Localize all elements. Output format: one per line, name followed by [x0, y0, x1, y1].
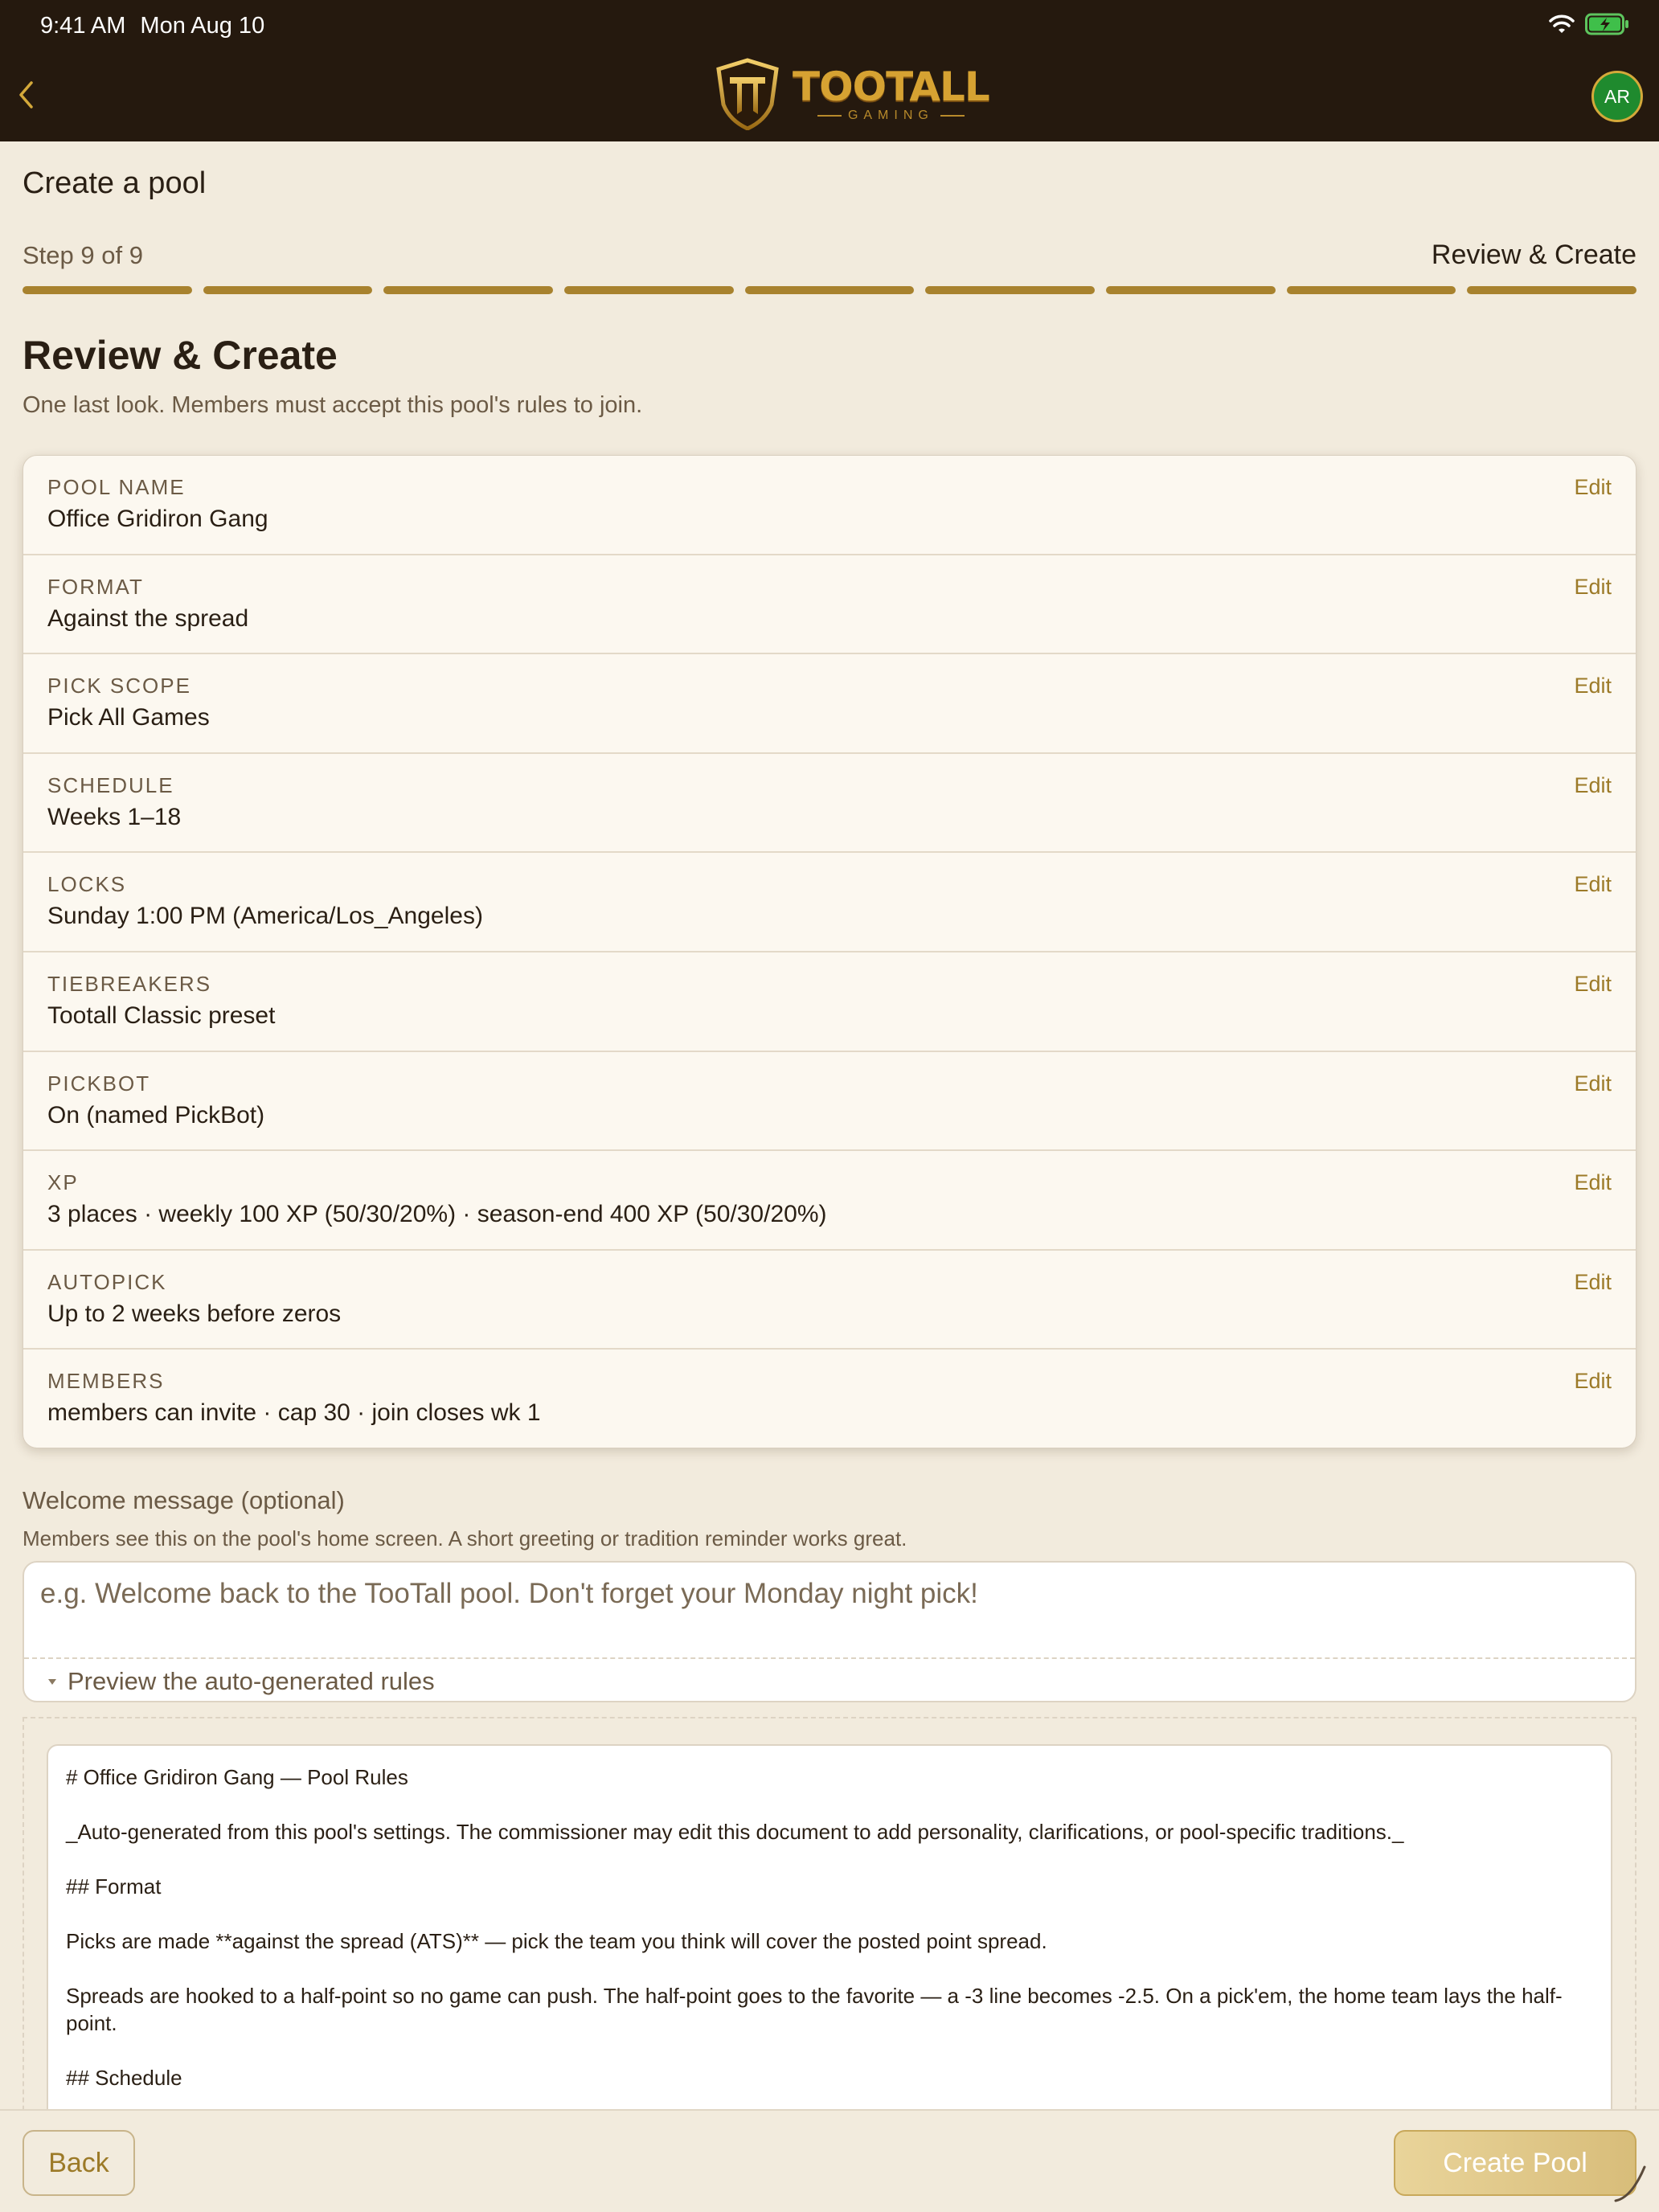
row-value: Weeks 1–18: [47, 803, 182, 830]
logo-word: TOOTALL: [793, 63, 989, 110]
app-header: [0, 0, 1659, 141]
rules-line: _Auto-generated from this pool's settings. The commissioner may edit this document to add personality, clarifications, or pool-specific traditions._: [66, 1820, 1404, 1844]
section-title: Review & Create: [23, 333, 338, 378]
rules-line: Spreads are hooked to a half-point so no game can push. The half-point goes to the favorite — a -3 line becomes -2.5. On a pick'em, the home team lays the half-point.: [66, 1984, 1563, 2035]
rules-line: Picks are made **against the spread (ATS)** — pick the team you think will cover the posted point spread.: [66, 1929, 1047, 1953]
create-pool-button[interactable]: Create Pool: [1394, 2130, 1636, 2196]
progress-segment: [564, 286, 734, 294]
welcome-message-label: Welcome message (optional): [23, 1486, 345, 1514]
back-chevron-button[interactable]: [11, 74, 40, 116]
logo-divider: [940, 115, 965, 117]
logo-subtext: GAMING: [847, 109, 934, 122]
logo-subline: [817, 109, 965, 123]
section-subtitle: One last look. Members must accept this pool's rules to join.: [23, 392, 643, 418]
row-label: TIEBREAKERS: [47, 971, 212, 996]
review-row-xp: [23, 1151, 1636, 1251]
edit-pool-name-link[interactable]: Edit: [1574, 475, 1612, 499]
row-value: 3 places · weekly 100 XP (50/30/20%) · season-end 400 XP (50/30/20%): [47, 1201, 827, 1228]
disclosure-triangle-icon: [48, 1679, 56, 1685]
edit-pick-scope-link[interactable]: Edit: [1574, 674, 1612, 698]
logo-divider: [817, 115, 842, 117]
progress-segment: [745, 286, 915, 294]
edit-tiebreakers-link[interactable]: Edit: [1574, 971, 1612, 996]
rules-line: # Office Gridiron Gang — Pool Rules: [66, 1765, 408, 1789]
chevron-left-icon: [17, 80, 35, 110]
step-progress-bar: [23, 286, 1636, 294]
edit-xp-link[interactable]: Edit: [1574, 1170, 1612, 1195]
shield-logo-icon: [715, 58, 780, 130]
review-row-pickbot: [23, 1052, 1636, 1152]
progress-segment: [925, 286, 1095, 294]
bottom-action-bar: [0, 2109, 1659, 2212]
progress-segment: [203, 286, 373, 294]
step-name: Review & Create: [1431, 240, 1636, 270]
edit-pickbot-link[interactable]: Edit: [1574, 1071, 1612, 1096]
back-button[interactable]: Back: [23, 2130, 135, 2196]
row-value: Sunday 1:00 PM (America/Los_Angeles): [47, 903, 483, 930]
edit-members-link[interactable]: Edit: [1574, 1369, 1612, 1394]
row-label: LOCKS: [47, 872, 127, 897]
review-row-pick-scope: [23, 654, 1636, 754]
review-row-autopick: [23, 1251, 1636, 1350]
status-date: Mon Aug 10: [140, 13, 265, 39]
status-time: [40, 11, 264, 40]
avatar[interactable]: AR: [1591, 71, 1643, 122]
row-label: MEMBERS: [47, 1369, 165, 1394]
review-summary-card: [23, 455, 1636, 1448]
row-value: members can invite · cap 30 · join closes wk 1: [47, 1399, 541, 1427]
review-row-format: [23, 555, 1636, 655]
row-label: PICKBOT: [47, 1071, 151, 1096]
row-label: SCHEDULE: [47, 772, 174, 797]
wifi-icon: [1548, 14, 1575, 35]
step-counter: Step 9 of 9: [23, 241, 143, 269]
row-value: Pick All Games: [47, 704, 210, 731]
review-row-locks: [23, 853, 1636, 952]
preview-rules-label: Preview the auto-generated rules: [68, 1667, 435, 1695]
status-clock: 9:41 AM: [40, 13, 126, 39]
row-value: Office Gridiron Gang: [47, 506, 268, 532]
row-value: Up to 2 weeks before zeros: [47, 1300, 342, 1327]
logo-wordmark: [793, 65, 989, 123]
row-label: AUTOPICK: [47, 1269, 167, 1294]
welcome-message-input[interactable]: [40, 1574, 1616, 1614]
edit-autopick-link[interactable]: Edit: [1574, 1269, 1612, 1294]
progress-segment: [1467, 286, 1636, 294]
progress-segment: [23, 286, 192, 294]
battery-charging-icon: [1585, 13, 1630, 35]
progress-segment: [1106, 286, 1276, 294]
row-value: Tootall Classic preset: [47, 1002, 276, 1029]
row-label: POOL NAME: [47, 475, 186, 499]
status-icons: [1548, 13, 1630, 35]
page-title: Create a pool: [23, 166, 207, 200]
edit-format-link[interactable]: Edit: [1574, 574, 1612, 599]
row-value: On (named PickBot): [47, 1101, 265, 1129]
welcome-message-box: [23, 1561, 1636, 1702]
preview-rules-toggle[interactable]: [24, 1657, 1635, 1702]
edit-schedule-link[interactable]: Edit: [1574, 772, 1612, 797]
rules-line: ## Schedule: [66, 2066, 182, 2090]
review-row-pool-name: [23, 456, 1636, 555]
rules-line: ## Format: [66, 1874, 162, 1899]
row-label: FORMAT: [47, 574, 144, 599]
row-label: XP: [47, 1170, 79, 1195]
review-row-members: [23, 1350, 1636, 1448]
tootall-logo: [715, 58, 989, 130]
row-value: Against the spread: [47, 604, 249, 632]
resize-handle-icon[interactable]: [1612, 2162, 1648, 2204]
review-row-schedule: [23, 754, 1636, 854]
progress-segment: [1287, 286, 1456, 294]
row-label: PICK SCOPE: [47, 674, 191, 698]
review-row-tiebreakers: [23, 952, 1636, 1052]
progress-segment: [383, 286, 553, 294]
edit-locks-link[interactable]: Edit: [1574, 872, 1612, 897]
welcome-message-help: Members see this on the pool's home screen. A short greeting or tradition reminder works great.: [23, 1526, 907, 1550]
